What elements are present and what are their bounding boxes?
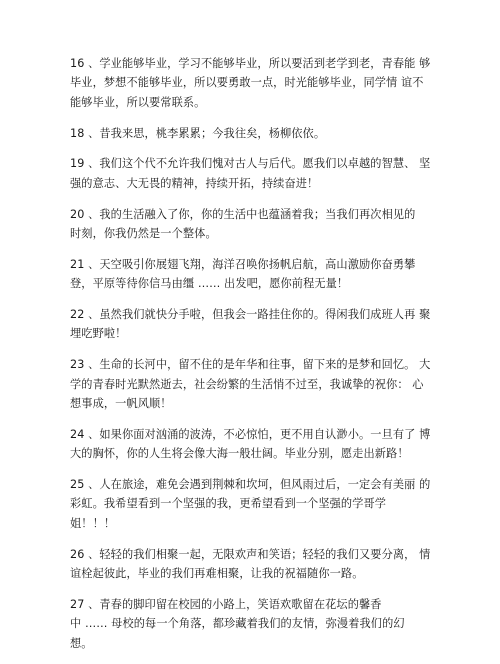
text-line: 时刻，你我仍然是一个整体。 — [70, 227, 217, 241]
paragraph-23 — [70, 355, 442, 413]
text-line: 彩虹。我希望看到一个坚强的我，更希望看到一个坚强的学哥学 — [70, 497, 387, 511]
text-line: 登，平原等待你信马由缰 …… 出发吧，愿你前程无量！ — [70, 277, 349, 291]
text-line: 埋吃野啦！ — [70, 327, 127, 341]
text-line: 大的胸怀，你的人生将会像大海一般壮阔。毕业分别，愿走出新路！ — [70, 447, 409, 461]
paragraph-20 — [70, 205, 442, 244]
text-line: 16 、学业能够毕业，学习不能够毕业，所以要活到老学到老，青春能 够 — [70, 57, 431, 70]
text-line: 27 、青春的脚印留在校园的小路上，笑语欢歌留在花坛的馨香 — [70, 597, 382, 611]
text-line: 想。 — [70, 636, 93, 650]
paragraph-22 — [70, 305, 442, 344]
paragraph-18 — [70, 124, 442, 143]
text-line: 26 、轻轻的我们相聚一起，无限欢声和笑语；轻轻的我们又要分离， 情 — [70, 547, 431, 561]
text-line: 毕业，梦想不能够毕业，所以要勇敢一点，时光能够毕业，同学情 谊不 — [70, 76, 424, 90]
paragraph-27 — [70, 595, 442, 653]
text-line: 能够毕业，所以要常联系。 — [70, 95, 206, 109]
text-line: 19 、我们这个代不允许我们愧对古人与后代。愿我们以卓越的智慧、 坚 — [70, 157, 431, 171]
paragraph-16 — [70, 54, 442, 112]
text-line: 21 、天空吸引你展翅飞翔，海洋召唤你扬帆启航，高山激励你奋勇攀 — [70, 257, 416, 271]
text-line: 24 、如果你面对汹涌的波涛，不必惊怕，更不用自认渺小。一旦有了 博 — [70, 427, 431, 441]
text-line: 中 …… 母校的每一个角落，都珍藏着我们的友情，弥漫着我们的幻 — [70, 617, 405, 631]
text-line: 22 、虽然我们就快分手啦，但我会一路挂住你的。得闲我们成班人再 聚 — [70, 308, 431, 322]
document-page — [70, 54, 442, 664]
text-line: 23 、生命的长河中，留不住的是年华和往事，留下来的是梦和回忆。 大 — [70, 358, 431, 372]
text-line: 想事成，一帆风顺！ — [70, 397, 172, 411]
text-line: 学的青春时光默然逝去，社会纷繁的生活悄不过至，我诚挚的祝你： 心 — [70, 377, 424, 391]
text-line: 25 、人在旅途，难免会遇到荆棘和坎坷，但风雨过后，一定会有美丽 的 — [70, 478, 431, 492]
text-line: 谊栓起彼此，毕业的我们再难相聚，让我的祝福随你一路。 — [70, 567, 364, 581]
paragraph-25 — [70, 475, 442, 533]
text-line: 20 、我的生活融入了你，你的生活中也蕴涵着我；当我们再次相见的 — [70, 207, 416, 221]
paragraph-26 — [70, 545, 442, 584]
paragraph-21 — [70, 255, 442, 294]
text-line: 强的意志、大无畏的精神，持续开拓，持续奋进！ — [70, 176, 319, 190]
paragraph-19 — [70, 154, 442, 193]
text-line: 姐！！！ — [70, 516, 116, 530]
text-line: 18 、昔我来思，桃李累累；今我往矣，杨柳依依。 — [70, 126, 326, 140]
paragraph-24 — [70, 425, 442, 464]
